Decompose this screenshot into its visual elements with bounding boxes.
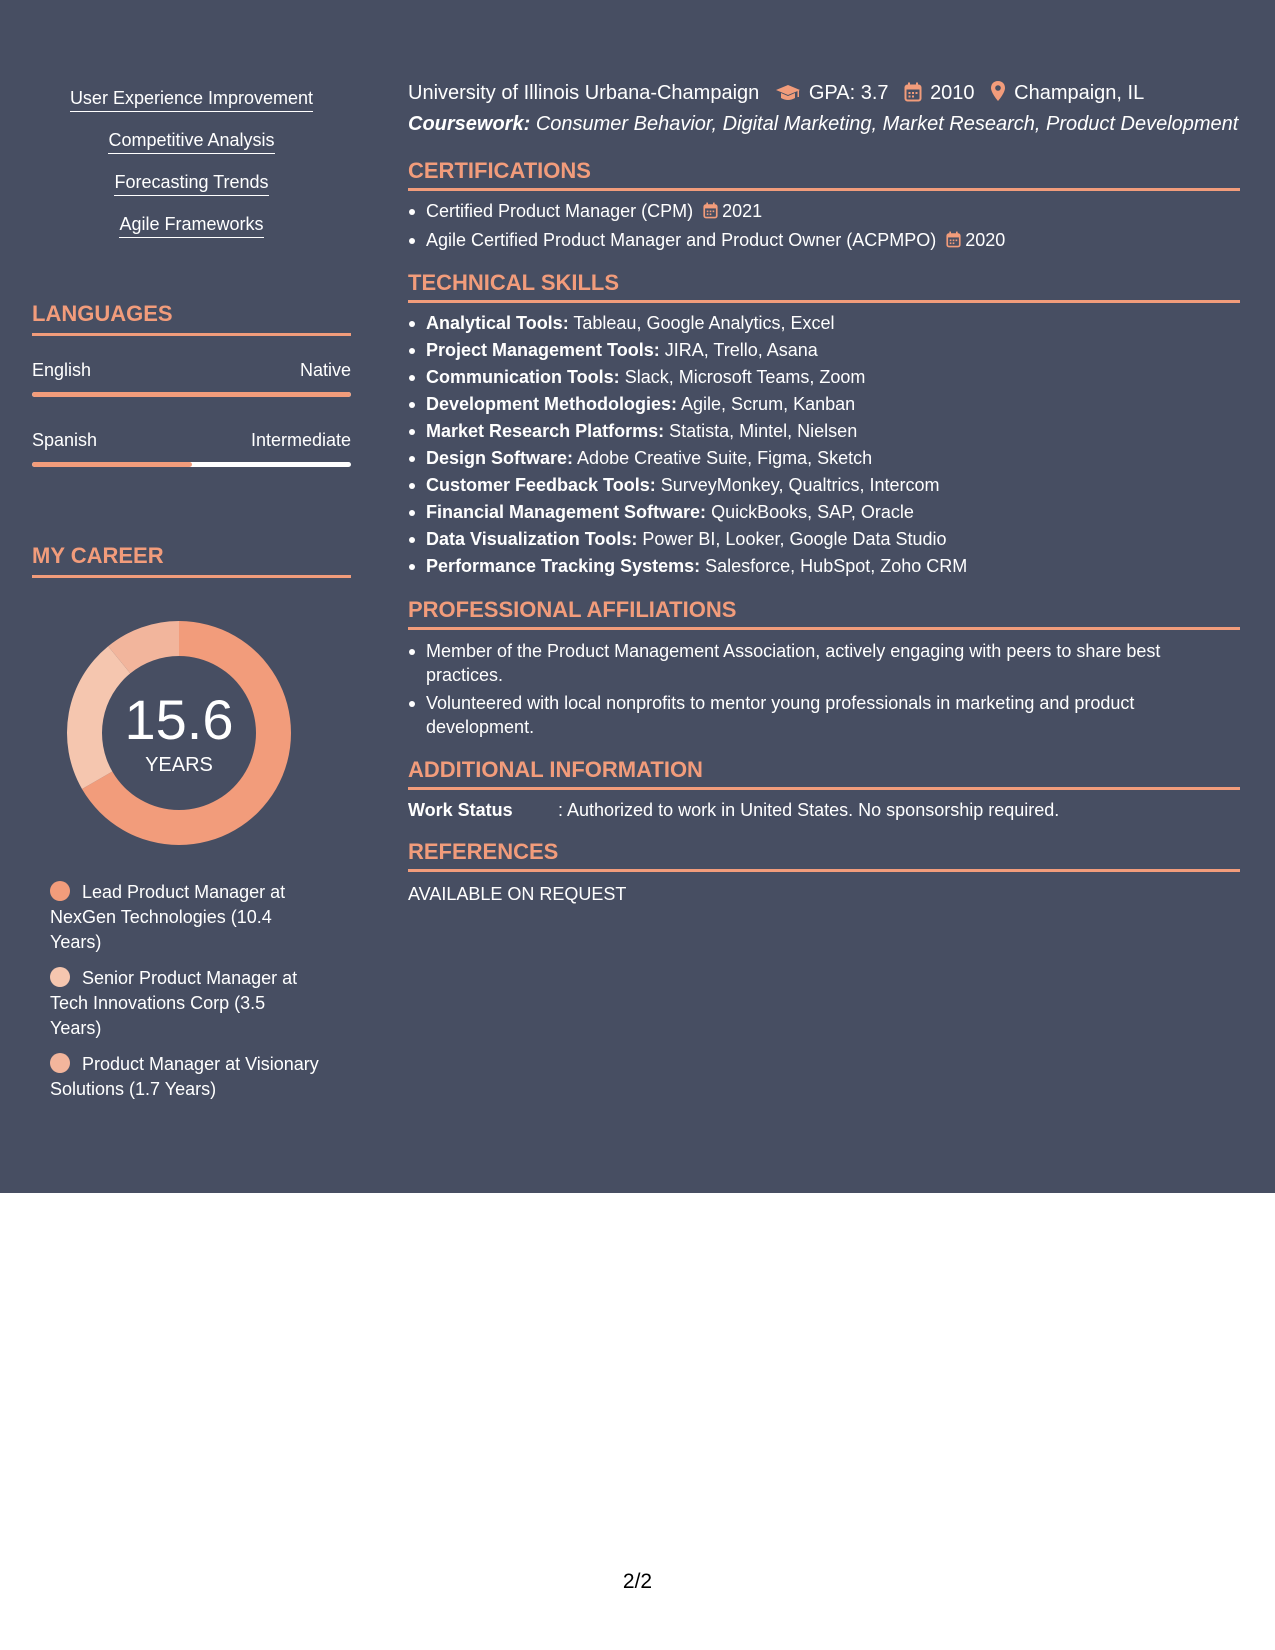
tech-skill-item: Communication Tools: Slack, Microsoft Teams, Zoom bbox=[426, 364, 1226, 391]
certifications-heading: CERTIFICATIONS bbox=[408, 158, 1240, 191]
coursework bbox=[408, 111, 1240, 137]
tech-skill-item: Analytical Tools: Tableau, Google Analytics, Excel bbox=[426, 310, 1226, 337]
calendar-icon bbox=[904, 82, 922, 109]
legend-dot bbox=[50, 1053, 70, 1073]
page-number: 2/2 bbox=[622, 1570, 653, 1593]
tech-skill-item: Design Software: Adobe Creative Suite, Figma, Sketch bbox=[426, 445, 1226, 472]
coursework-list: Consumer Behavior, Digital Marketing, Market Research, Product Development bbox=[535, 113, 1239, 135]
language-name: English bbox=[32, 360, 92, 380]
references-heading: REFERENCES bbox=[408, 839, 1240, 872]
languages-heading: LANGUAGES bbox=[32, 301, 351, 336]
graduation-cap-icon bbox=[775, 83, 801, 109]
skill-link[interactable]: Agile Frameworks bbox=[119, 212, 263, 238]
tech-skill-item: Customer Feedback Tools: SurveyMonkey, Qualtrics, Intercom bbox=[426, 472, 1226, 499]
coursework-label: Coursework: bbox=[408, 113, 531, 135]
work-status bbox=[408, 798, 1240, 822]
language-name: Spanish bbox=[32, 430, 98, 450]
calendar-icon bbox=[703, 200, 718, 227]
certification-item bbox=[426, 227, 1226, 256]
tech-skill-item: Financial Management Software: QuickBooks, SAP, Oracle bbox=[426, 499, 1226, 526]
references-text: AVAILABLE ON REQUEST bbox=[408, 884, 627, 904]
tech-skill-item: Project Management Tools: JIRA, Trello, Asana bbox=[426, 337, 1226, 364]
career-heading: MY CAREER bbox=[32, 543, 351, 578]
skill-link[interactable]: Competitive Analysis bbox=[108, 128, 274, 154]
map-pin-icon bbox=[990, 80, 1006, 109]
language-level: Intermediate bbox=[250, 430, 351, 450]
language-proficiency-fill bbox=[32, 392, 351, 397]
career-role: Lead Product Manager at NexGen Technologies (10.4 Years) bbox=[50, 882, 286, 952]
affiliations-list bbox=[426, 639, 1226, 743]
certification-item bbox=[426, 198, 1226, 227]
career-donut-chart bbox=[66, 620, 292, 846]
skill-link[interactable]: Forecasting Trends bbox=[114, 170, 268, 196]
certification-year: 2021 bbox=[722, 201, 763, 221]
tech-skill-item: Development Methodologies: Agile, Scrum, Kanban bbox=[426, 391, 1226, 418]
certification-name: Agile Certified Product Manager and Product Owner (ACPMPO) bbox=[426, 230, 937, 250]
gpa: GPA: 3.7 bbox=[808, 82, 889, 104]
additional-info-heading: ADDITIONAL INFORMATION bbox=[408, 757, 1240, 790]
tech-skill-item: Performance Tracking Systems: Salesforce, HubSpot, Zoho CRM bbox=[426, 553, 1226, 580]
affiliations-heading: PROFESSIONAL AFFILIATIONS bbox=[408, 597, 1240, 630]
tech-skill-item: Market Research Platforms: Statista, Mintel, Nielsen bbox=[426, 418, 1226, 445]
career-legend-item bbox=[50, 966, 320, 1041]
certifications-list bbox=[426, 198, 1226, 256]
language-proficiency-bar bbox=[32, 392, 351, 397]
certification-year: 2020 bbox=[965, 230, 1006, 250]
main-content bbox=[408, 0, 1240, 1193]
career-legend bbox=[50, 880, 320, 1113]
language-proficiency-fill bbox=[32, 462, 192, 467]
work-status-label: Work Status bbox=[408, 800, 513, 820]
affiliation-item: Volunteered with local nonprofits to mentor young professionals in marketing and product development. bbox=[426, 691, 1226, 739]
technical-skills-heading: TECHNICAL SKILLS bbox=[408, 270, 1240, 303]
education-line bbox=[408, 80, 1240, 109]
career-legend-item bbox=[50, 880, 320, 955]
tech-skill-item: Data Visualization Tools: Power BI, Looker, Google Data Studio bbox=[426, 526, 1226, 553]
certification-name: Certified Product Manager (CPM) bbox=[426, 201, 694, 221]
career-role: Product Manager at Visionary Solutions (1.7 Years) bbox=[50, 1054, 319, 1099]
language-level: Native bbox=[299, 360, 351, 380]
legend-dot bbox=[50, 881, 70, 901]
skill-link[interactable]: User Experience Improvement bbox=[70, 86, 313, 112]
calendar-icon bbox=[946, 229, 961, 256]
affiliation-item: Member of the Product Management Association, actively engaging with peers to share best practices. bbox=[426, 639, 1226, 687]
language-english bbox=[32, 358, 351, 397]
language-proficiency-bar bbox=[32, 462, 351, 467]
language-spanish bbox=[32, 428, 351, 467]
school-location: Champaign, IL bbox=[1014, 82, 1145, 104]
school-name: University of Illinois Urbana-Champaign bbox=[408, 82, 760, 104]
career-total-unit: YEARS bbox=[145, 754, 213, 776]
skills-list bbox=[32, 86, 351, 254]
work-status-value: : Authorized to work in United States. No sponsorship required. bbox=[558, 800, 1060, 820]
career-role: Senior Product Manager at Tech Innovations Corp (3.5 Years) bbox=[50, 968, 298, 1038]
graduation-year: 2010 bbox=[930, 82, 975, 104]
technical-skills-list bbox=[426, 310, 1226, 580]
legend-dot bbox=[50, 967, 70, 987]
career-legend-item bbox=[50, 1052, 320, 1102]
sidebar bbox=[0, 0, 383, 1193]
career-total-years: 15.6 bbox=[124, 688, 234, 751]
